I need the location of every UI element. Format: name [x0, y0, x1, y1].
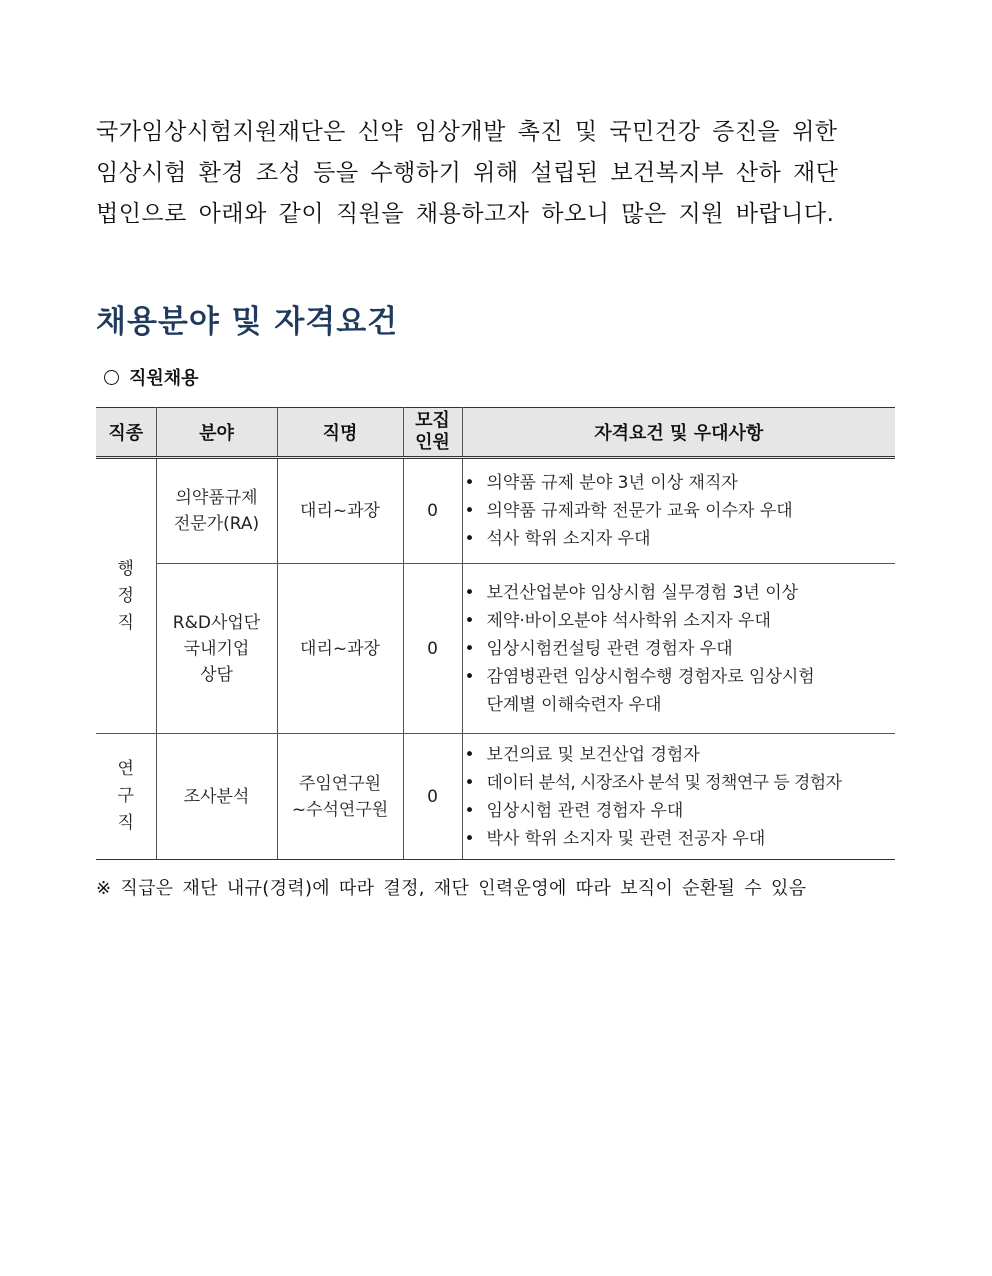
requirement-item	[463, 797, 896, 825]
requirement-text: 임상시험 관련 경험자 우대	[486, 800, 684, 821]
field-line: 전문가(RA)	[173, 514, 260, 534]
requirements-list	[463, 579, 896, 719]
requirements-cell	[462, 458, 895, 564]
job-type-char: 구	[117, 786, 134, 806]
field-line: 상담	[200, 664, 233, 685]
position-line: 대리~과장	[300, 501, 380, 521]
recruitment-table	[96, 407, 895, 860]
requirement-text: 임상시험컨설팅 관련 경험자 우대	[486, 638, 733, 659]
header-position: 직명	[277, 408, 403, 458]
field-line: 의약품규제	[175, 488, 258, 508]
job-type-char: 정	[117, 585, 134, 606]
position-cell	[277, 564, 403, 734]
field-cell	[156, 458, 277, 564]
requirement-text-continued: 단계별 이해숙련자 우대	[486, 694, 662, 715]
field-line: R&D사업단	[172, 612, 261, 633]
header-field: 분야	[156, 408, 277, 458]
field-line: 국내기업	[183, 638, 250, 659]
job-type-char: 행	[117, 558, 134, 579]
requirement-item	[463, 469, 896, 497]
table-row	[96, 458, 895, 564]
position-cell	[277, 458, 403, 564]
requirement-item	[463, 769, 896, 797]
field-cell	[156, 734, 277, 860]
requirement-text: 데이터 분석, 시장조사 분석 및 정책연구 등 경험자	[486, 772, 842, 793]
requirement-text: 석사 학위 소지자 우대	[486, 529, 651, 549]
job-type-cell	[96, 734, 156, 860]
intro-paragraph	[96, 112, 896, 235]
circle-bullet-icon	[104, 370, 119, 385]
position-cell	[277, 734, 403, 860]
field-line: 조사분석	[183, 786, 250, 807]
table-row	[96, 734, 895, 860]
subsection-heading	[104, 364, 199, 390]
requirement-item	[463, 579, 896, 607]
requirement-text: 의약품 규제 분야 3년 이상 재직자	[486, 473, 738, 493]
subsection-title: 직원채용	[129, 368, 199, 389]
intro-line: 임상시험 환경 조성 등을 수행하기 위해 설립된 보건복지부 산하 재단	[96, 160, 839, 186]
requirement-item	[463, 663, 896, 719]
requirement-text: 보건산업분야 임상시험 실무경험 3년 이상	[486, 582, 799, 603]
requirement-text: 제약·바이오분야 석사학위 소지자 우대	[486, 610, 771, 631]
position-line: ~수석연구원	[291, 799, 389, 820]
requirements-list	[463, 741, 896, 853]
requirement-item	[463, 497, 896, 525]
requirement-text: 박사 학위 소지자 및 관련 전공자 우대	[486, 828, 766, 849]
requirement-item	[463, 635, 896, 663]
header-count-line: 모집	[415, 410, 450, 431]
requirements-list	[463, 469, 896, 553]
requirement-text: 의약품 규제과학 전문가 교육 이수자 우대	[486, 501, 793, 521]
count-cell: 0	[403, 734, 462, 860]
requirement-item	[463, 525, 896, 553]
job-type-char: 연	[117, 759, 134, 779]
job-type-char: 직	[117, 612, 134, 633]
requirements-cell	[462, 564, 895, 734]
job-type-char: 직	[117, 813, 134, 833]
count-cell: 0	[403, 458, 462, 564]
header-requirements: 자격요건 및 우대사항	[462, 408, 895, 458]
header-type: 직종	[96, 408, 156, 458]
table-header-row	[96, 408, 895, 458]
section-title: 채용분야 및 자격요건	[96, 304, 399, 340]
requirement-text: • 감염병관련 임상시험수행 경험자로 임상시험	[486, 666, 815, 687]
table-row	[96, 564, 895, 734]
footnote: ※ 직급은 재단 내규(경력)에 따라 결정, 재단 인력운영에 따라 보직이 순환될 수 있음	[96, 878, 807, 899]
count-cell: 0	[403, 564, 462, 734]
requirement-text: 보건의료 및 보건산업 경험자	[486, 744, 700, 765]
job-type-cell	[96, 458, 156, 734]
field-cell	[156, 564, 277, 734]
position-line: 대리~과장	[300, 638, 380, 659]
requirement-item	[463, 607, 896, 635]
requirement-item	[463, 825, 896, 853]
intro-line: 법인으로 아래와 같이 직원을 채용하고자 하오니 많은 지원 바랍니다.	[96, 201, 835, 227]
requirement-item	[463, 741, 896, 769]
header-count	[403, 408, 462, 458]
intro-line: 국가임상시험지원재단은 신약 임상개발 촉진 및 국민건강 증진을 위한	[96, 119, 838, 145]
position-line: 주임연구원	[298, 773, 382, 794]
header-count-line: 인원	[415, 432, 450, 453]
requirements-cell	[462, 734, 895, 860]
